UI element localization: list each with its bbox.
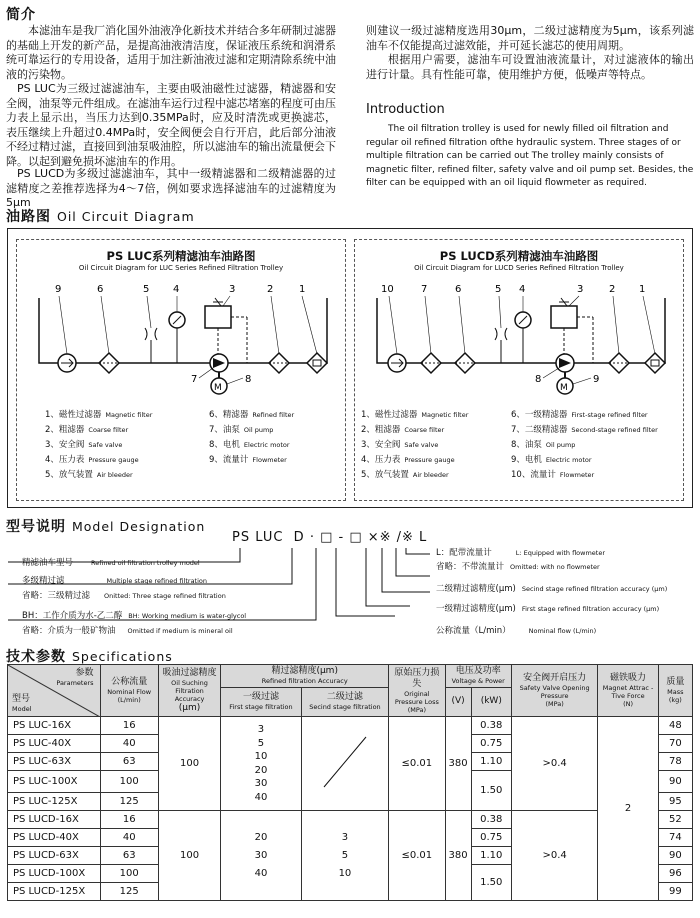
table-cell: 40 bbox=[100, 829, 158, 847]
legend-item: 7、二级精滤器 Second-stage refined filter bbox=[511, 425, 658, 435]
model-item-first-accuracy: 一级精过滤精度(μm) First stage refined filtration accuracy (μm) bbox=[436, 604, 660, 614]
table-cell bbox=[301, 717, 389, 811]
legend-item: 5、放气装置 Air bleeder bbox=[45, 470, 133, 480]
legend-item: 6、一级精滤器 First-stage refined filter bbox=[511, 410, 648, 420]
model-code: PS LUC D · □ - □ ×※ /※ L bbox=[232, 530, 428, 545]
table-cell: PS LUC-125X bbox=[8, 793, 101, 811]
th-suck: 吸油过滤精度 Oil Suching Filtration Accuracy (μm) bbox=[158, 665, 220, 717]
table-cell: 48 bbox=[658, 717, 692, 735]
legend-item: 2、粗滤器 Coarse filter bbox=[45, 425, 129, 435]
table-cell: 100 bbox=[100, 865, 158, 883]
table-cell: ≤0.01 bbox=[389, 717, 445, 811]
table-cell: 380 bbox=[445, 811, 471, 901]
lucd-num-4: 4 bbox=[519, 284, 526, 295]
th-mass: 质量 Mass (kg) bbox=[658, 665, 692, 717]
lucd-legend-col-2 bbox=[511, 408, 658, 483]
luc-num-7: 7 bbox=[191, 374, 198, 385]
luc-num-2: 2 bbox=[267, 284, 274, 295]
luc-legend-col-2 bbox=[209, 408, 294, 468]
model-item-no-flowmeter: 省略：不带流量计 Omitted: with no flowmeter bbox=[436, 562, 600, 572]
legend-item: 3、安全阀 Safe valve bbox=[45, 440, 123, 450]
legend-item: 5、放气装置 Air bleeder bbox=[361, 470, 449, 480]
intro-paragraph-2: PS LUC为三级过滤滤油车，主要由吸油磁性过滤器，精滤器和安全阀，油泵等元件组成。在滤油车运行过程中滤芯堵塞的程度可由压力表上显示出，当压力达到0.35MPa时，应及时清洗或更换滤芯，表压继续上升超过0.4MPa时，安全阀便会自行开启，此后部分油液不经过精过滤，直接回到油泵吸油腔，所以滤油车的输出流量便会下降。以起到避免损坏滤油车的作用。 bbox=[6, 82, 336, 168]
lucd-num-5: 5 bbox=[495, 284, 502, 295]
intro-right-paragraph-1: 则建议一级过滤精度选用30μm，二级过滤精度为5μm，该系列滤油车不仅能提高过滤效能，并可延长滤芯的使用周期。 bbox=[366, 24, 694, 52]
luc-num-9: 9 bbox=[55, 284, 62, 295]
legend-item: 4、压力表 Pressure gauge bbox=[45, 455, 139, 465]
luc-num-1: 1 bbox=[299, 284, 306, 295]
lucd-motor-label: M bbox=[560, 383, 568, 393]
circuit-heading: 油路图 Oil Circuit Diagram bbox=[6, 209, 195, 225]
model-item-second-accuracy: 二级精过滤精度(μm) Secind stage refined filtration accuracy (μm) bbox=[436, 584, 668, 594]
table-cell: 96 bbox=[658, 865, 692, 883]
luc-num-6: 6 bbox=[97, 284, 104, 295]
table-cell: 0.75 bbox=[471, 735, 511, 753]
table-cell: PS LUCD-63X bbox=[8, 847, 101, 865]
lucd-num-2: 2 bbox=[609, 284, 616, 295]
table-cell: PS LUC-63X bbox=[8, 753, 101, 771]
air-bleeder-icon bbox=[495, 328, 507, 340]
table-cell: 380 bbox=[445, 717, 471, 811]
table-cell: 1.50 bbox=[471, 865, 511, 901]
luc-num-4: 4 bbox=[173, 284, 180, 295]
model-item-flowmeter: L：配带流量计 L: Equipped with flowmeter bbox=[436, 548, 606, 558]
model-heading: 型号说明 Model Designation bbox=[6, 519, 206, 535]
magnetic-filter-icon bbox=[645, 353, 665, 373]
table-cell: 70 bbox=[658, 735, 692, 753]
table-row bbox=[8, 811, 693, 829]
legend-item: 2、粗滤器 Coarse filter bbox=[361, 425, 445, 435]
table-cell: 100 bbox=[158, 811, 220, 901]
legend-item: 9、流量计 Flowmeter bbox=[209, 455, 287, 465]
table-cell: 125 bbox=[100, 793, 158, 811]
legend-item: 6、精滤器 Refined filter bbox=[209, 410, 295, 420]
table-cell: 90 bbox=[658, 847, 692, 865]
th-volt-v: (V) bbox=[445, 687, 471, 716]
lucd-num-3: 3 bbox=[577, 284, 584, 295]
intro-right-paragraph-2: 根据用户需要，滤油车可设置油液流量计，对过滤液体的输出进行计量。具有性能可靠，使用维护方便，低噪声等特点。 bbox=[366, 53, 694, 81]
legend-item: 3、安全阀 Safe valve bbox=[361, 440, 439, 450]
th-model: 参数 Parameters 型号 Model bbox=[8, 665, 101, 717]
table-cell: 95 bbox=[658, 793, 692, 811]
legend-item: 10、流量计 Flowmeter bbox=[511, 470, 595, 480]
specs-table bbox=[7, 664, 693, 901]
intro-en-text: The oil filtration trolley is used for newly filled oil filtration and regular oil refined filtration ofthe hydraulic system. Three stages of or multiple filtration can be carried out The trolley mainly consists of magnetic filter, refined filter, safety valve and oil pump set. Besides, the filter can be equipped with an oil liquid flowmeter as required. bbox=[366, 124, 694, 188]
lucd-num-7: 7 bbox=[421, 284, 428, 295]
table-cell: 0.38 bbox=[471, 811, 511, 829]
table-cell: >0.4 bbox=[511, 717, 598, 811]
table-cell: 99 bbox=[658, 883, 692, 901]
table-cell: PS LUC-40X bbox=[8, 735, 101, 753]
model-item-mineral: 省略：介质为一般矿物油 Omitted if medium is mineral oil bbox=[22, 626, 233, 636]
specs-heading: 技术参数 Specifications bbox=[6, 649, 173, 665]
lucd-num-9: 9 bbox=[593, 374, 600, 385]
table-cell: PS LUC-16X bbox=[8, 717, 101, 735]
th-refined: 精过滤精度(μm) Refined filtration Accuracy bbox=[221, 665, 389, 688]
th-first: 一级过滤 First stage filtration bbox=[221, 687, 301, 716]
table-cell: 125 bbox=[100, 883, 158, 901]
luc-circuit-svg bbox=[17, 278, 345, 398]
luc-legend-col-1 bbox=[45, 408, 152, 483]
lucd-num-6: 6 bbox=[455, 284, 462, 295]
table-cell: 0.75 bbox=[471, 829, 511, 847]
model-item-trolley: 精滤油车型号 Refined oil filtration trolley model bbox=[22, 558, 200, 568]
legend-item: 8、油泵 Oil pump bbox=[511, 440, 576, 450]
model-item-threestage: 省略：三级精过滤 Onitted: Three stage refined filtration bbox=[22, 591, 226, 601]
legend-item: 1、磁性过滤器 Magnetic filter bbox=[361, 410, 469, 420]
table-cell: PS LUCD-40X bbox=[8, 829, 101, 847]
table-cell: 74 bbox=[658, 829, 692, 847]
model-item-bh: BH：工作介质为水-乙二醇 BH: Working medium is water-glycol bbox=[22, 611, 247, 621]
th-magnet: 磁铁吸力 Magnet Attrac -Tive Force (N) bbox=[598, 665, 658, 717]
luc-num-3: 3 bbox=[229, 284, 236, 295]
luc-num-5: 5 bbox=[143, 284, 150, 295]
table-cell: PS LUC-100X bbox=[8, 771, 101, 793]
lucd-num-1: 1 bbox=[639, 284, 646, 295]
table-cell: 2 bbox=[598, 717, 658, 901]
table-cell: 100 bbox=[100, 771, 158, 793]
th-second: 二级过滤 Secind stage filtration bbox=[301, 687, 389, 716]
model-item-multistage: 多级精过滤 Multiple stage refined filtration bbox=[22, 576, 207, 586]
table-cell: 63 bbox=[100, 753, 158, 771]
safe-valve-icon bbox=[551, 306, 577, 328]
table-row bbox=[8, 717, 693, 735]
table-cell: 3 5 10 bbox=[301, 811, 389, 901]
th-flow: 公称流量 Nominal Flow (L/min) bbox=[100, 665, 158, 717]
luc-num-8: 8 bbox=[245, 374, 252, 385]
air-bleeder-icon bbox=[145, 328, 157, 340]
table-cell: 1.10 bbox=[471, 753, 511, 771]
table-cell: PS LUCD-16X bbox=[8, 811, 101, 829]
th-loss: 原始压力损失 Original Pressure Loss (MPa) bbox=[389, 665, 445, 717]
table-cell: 1.50 bbox=[471, 771, 511, 811]
table-cell: >0.4 bbox=[511, 811, 598, 901]
table-cell: 78 bbox=[658, 753, 692, 771]
table-cell: 1.10 bbox=[471, 847, 511, 865]
table-cell: ≤0.01 bbox=[389, 811, 445, 901]
table-cell: 3 5 10 20 30 40 bbox=[221, 717, 301, 811]
table-cell: PS LUCD-125X bbox=[8, 883, 101, 901]
intro-heading: 简介 bbox=[6, 7, 36, 23]
legend-item: 4、压力表 Pressure gauge bbox=[361, 455, 455, 465]
table-cell: 16 bbox=[100, 717, 158, 735]
safe-valve-icon bbox=[205, 306, 231, 328]
th-valve: 安全阀开启压力 Safety Valve Opening Pressure (MPa) bbox=[511, 665, 598, 717]
intro-en-heading: Introduction bbox=[366, 102, 445, 117]
table-cell: 16 bbox=[100, 811, 158, 829]
model-item-nominal-flow: 公称流量（L/min） Nominal flow (L/min) bbox=[436, 626, 597, 636]
lucd-diagram-subtitle: Oil Circuit Diagram for LUCD Series Refined Filtration Trolley bbox=[414, 264, 624, 272]
table-cell: 52 bbox=[658, 811, 692, 829]
legend-item: 8、电机 Electric motor bbox=[209, 440, 290, 450]
lucd-diagram bbox=[354, 239, 684, 501]
th-volt: 电压及功率 Voltage & Power bbox=[445, 665, 511, 688]
legend-item: 9、电机 Electric motor bbox=[511, 455, 592, 465]
magnetic-filter-icon bbox=[307, 353, 327, 373]
intro-paragraph-3: PS LUCD为多级过滤滤油车，其中一级精滤器和二级精滤器的过滤精度之差推荐选择为4～7倍，例如要求选择滤油车的过滤精度为5μm bbox=[6, 167, 336, 209]
table-cell: 100 bbox=[158, 717, 220, 811]
circuit-diagram-frame bbox=[7, 228, 693, 508]
luc-motor-label: M bbox=[214, 383, 222, 393]
intro-paragraph-1: 本滤油车是我厂消化国外油液净化新技术并结合多年研制过滤器的基础上开发的新产品，是提高油液清洁度，保证液压系统和润滑系统可靠运行的专用设备，适用于加注新油液过滤和定期清除系统中油液的污染物。 bbox=[6, 24, 336, 81]
luc-diagram-subtitle: Oil Circuit Diagram for LUC Series Refined Filtration Trolley bbox=[78, 264, 284, 272]
table-cell: 90 bbox=[658, 771, 692, 793]
lucd-circuit-svg bbox=[355, 278, 683, 398]
th-volt-kw: (kW) bbox=[471, 687, 511, 716]
table-cell: 0.38 bbox=[471, 717, 511, 735]
table-cell: 20 30 40 bbox=[221, 811, 301, 901]
lucd-num-10: 10 bbox=[381, 284, 394, 295]
luc-diagram-title: PS LUC系列精滤油车油路图 bbox=[106, 249, 256, 263]
table-cell: 40 bbox=[100, 735, 158, 753]
table-cell: PS LUCD-100X bbox=[8, 865, 101, 883]
legend-item: 1、磁性过滤器 Magnetic filter bbox=[45, 410, 153, 420]
lucd-legend-col-1 bbox=[361, 408, 468, 483]
table-cell: 63 bbox=[100, 847, 158, 865]
legend-item: 7、油泵 Oil pump bbox=[209, 425, 274, 435]
lucd-diagram-title: PS LUCD系列精滤油车油路图 bbox=[439, 249, 599, 263]
luc-diagram bbox=[16, 239, 346, 501]
lucd-num-8: 8 bbox=[535, 374, 542, 385]
